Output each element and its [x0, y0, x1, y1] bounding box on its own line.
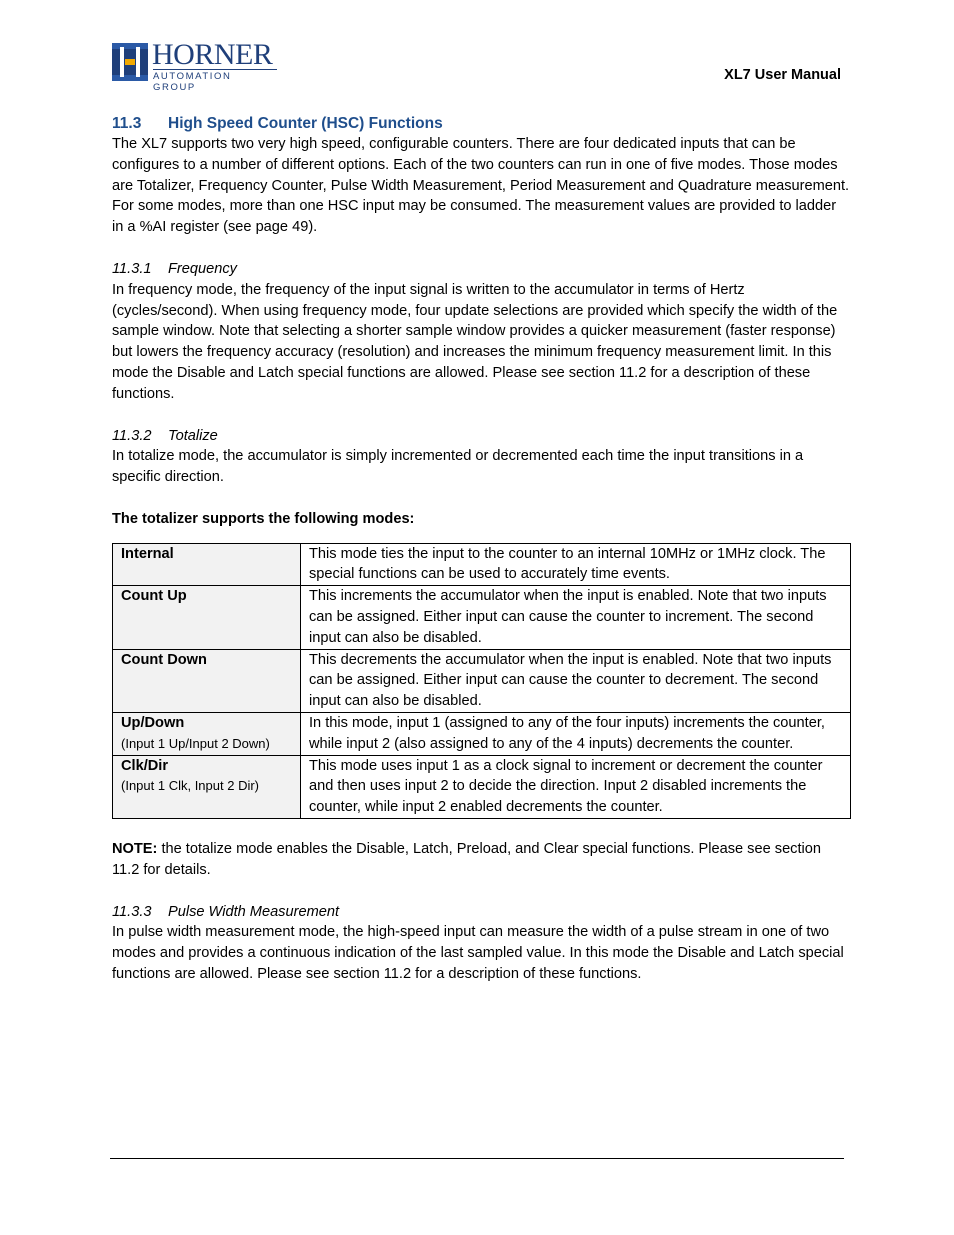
frequency-heading [112, 259, 850, 280]
frequency-body: In frequency mode, the frequency of the input signal is written to the accumulator in terms of Hertz (cycles/second). When using frequency mode, four update selections are provided which specify the width of the sample window. Note that selecting a shorter sample window provides a quicker measurement (faster response) but lowers the frequency accuracy (resolution) and increases the minimum frequency measurement limit. In this mode the Disable and Latch special functions are allowed. Please see section 11.2 for a description of these functions. [112, 281, 838, 402]
mode-cell [113, 712, 301, 755]
mode-name: Internal [121, 545, 174, 562]
frequency-title: Frequency [168, 260, 237, 277]
totalize-number: 11.3.2 [112, 427, 152, 444]
table-row [113, 543, 851, 586]
mode-cell [113, 755, 301, 818]
pulse-width-title: Pulse Width Measurement [168, 903, 340, 920]
section-intro: The XL7 supports two very high speed, configurable counters. There are four dedicated inputs that can be configures to a number of different options. Each of the two counters can run in one of five modes. Those modes are Totalizer, Frequency Counter, Pulse Width Measurement, Period Measurement and Quadrature measurement. For some modes, more than one HSC input may be consumed. The measurement values are provided to ladder in a %AI register (see page 49). [112, 136, 850, 236]
totalize-body: In totalize mode, the accumulator is simply incremented or decremented each time the input transitions in a specific direction. [112, 448, 804, 486]
section-number: 11.3 [112, 115, 142, 132]
page-content [112, 114, 850, 985]
totalize-modes-heading: The totalizer supports the following modes: [112, 510, 415, 527]
logo-subtitle: AUTOMATION GROUP [153, 69, 277, 93]
totalizer-modes-table [112, 543, 851, 819]
mode-cell [113, 649, 301, 712]
mode-subtitle: (Input 1 Up/Input 2 Down) [121, 735, 270, 751]
mode-description: This mode uses input 1 as a clock signal to increment or decrement the counter and then uses input 2 to decide the direction. Input 2 disabled increments the counter, while input 2 enabled decrements the counter. [301, 755, 851, 818]
mode-subtitle: (Input 1 Clk, Input 2 Dir) [121, 778, 259, 794]
mode-description: In this mode, input 1 (assigned to any of the four inputs) increments the counter, while input 2 (also assigned to any of the 4 inputs) decrements the counter. [301, 712, 851, 755]
totalize-title: Totalize [168, 427, 218, 444]
note-text: the totalize mode enables the Disable, Latch, Preload, and Clear special functions. Please see section 11.2 for details. [112, 840, 822, 878]
mode-name: Count Up [121, 588, 187, 605]
pulse-width-heading [112, 902, 850, 923]
horner-logo-icon [112, 43, 148, 81]
section-title: High Speed Counter (HSC) Functions [168, 115, 443, 132]
mode-name: Clk/Dir [121, 757, 169, 774]
table-row [113, 586, 851, 649]
horner-logo [112, 38, 282, 93]
logo-wordmark: HORNER [152, 38, 273, 71]
mode-description: This increments the accumulator when the input is enabled. Note that two inputs can be assigned. Either input can cause the counter to increment. The second input can also be disabled. [301, 586, 851, 649]
totalize-heading [112, 426, 850, 447]
pulse-width-body: In pulse width measurement mode, the high-speed input can measure the width of a pulse stream in one of two modes and provides a continuous indication of the last sampled value. In this mode the Disable and Latch special functions are allowed. Please see section 11.2 for a description of these functions. [112, 924, 844, 982]
pulse-width-number: 11.3.3 [112, 903, 152, 920]
note-label: NOTE: [112, 840, 158, 857]
manual-title: XL7 User Manual [724, 67, 841, 83]
mode-description: This decrements the accumulator when the input is enabled. Note that two inputs can be assigned. Either input can cause the counter to decrement. The second input can also be disabled. [301, 649, 851, 712]
mode-name: Count Down [121, 651, 207, 668]
table-row [113, 712, 851, 755]
mode-cell [113, 586, 301, 649]
mode-description: This mode ties the input to the counter to an internal 10MHz or 1MHz clock. The special functions can be used to accurately time events. [301, 543, 851, 586]
frequency-number: 11.3.1 [112, 260, 152, 277]
table-row [113, 649, 851, 712]
footer-divider [110, 1158, 844, 1159]
mode-name: Up/Down [121, 714, 185, 731]
section-heading [112, 114, 850, 134]
totalize-note [112, 839, 850, 881]
mode-cell [113, 543, 301, 586]
table-row [113, 755, 851, 818]
